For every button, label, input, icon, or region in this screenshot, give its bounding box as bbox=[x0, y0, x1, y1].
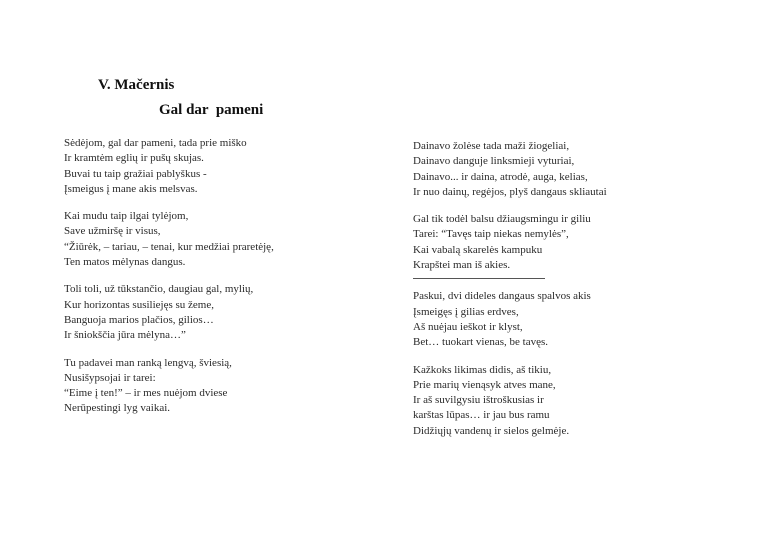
verse-line: Įsmeigus į mane akis melsvas. bbox=[64, 182, 198, 195]
stanza bbox=[64, 356, 304, 417]
verse-line: “Žiūrėk, – tariau, – tenai, kur medžiai praretėję, bbox=[64, 240, 274, 253]
verse-line: Prie marių vienąsyk atves mane, bbox=[413, 378, 556, 391]
poem-author: V. Mačernis bbox=[98, 77, 175, 93]
verse-line: Krapštei man iš akies. bbox=[413, 259, 511, 272]
verse-line: “Eime į ten!” – ir mes nuėjom dviese bbox=[64, 387, 228, 400]
poem-title: Gal dar pameni bbox=[159, 102, 264, 118]
verse-line: Ir aš suvilgysiu ištroškusias ir bbox=[413, 394, 544, 407]
verse-line: Įsmeigęs į gilias erdves, bbox=[413, 305, 519, 318]
verse-line: Ir nuo dainų, regėjos, plyš dangaus skliautai bbox=[413, 185, 607, 198]
stanza bbox=[413, 289, 653, 350]
verse-line: Paskui, dvi dideles dangaus spalvos akis bbox=[413, 290, 591, 303]
verse-line: Gal tik todėl balsu džiaugsmingu ir giliu bbox=[413, 213, 591, 226]
verse-line: Dainavo danguje linksmieji vyturiai, bbox=[413, 155, 575, 168]
verse-line: Buvai tu taip gražiai pablyškus - bbox=[64, 167, 207, 180]
verse-line: Dainavo... ir daina, atrodė, auga, kelias, bbox=[413, 170, 588, 183]
divider-line bbox=[413, 278, 545, 279]
verse-line: Toli toli, už tūkstančio, daugiau gal, mylių, bbox=[64, 283, 254, 296]
verse-line: Didžiųjų vandenų ir sielos gelmėje. bbox=[413, 424, 570, 437]
left-column bbox=[64, 136, 304, 417]
stanza bbox=[413, 212, 653, 279]
verse-line: Tu padavei man ranką lengvą, šviesią, bbox=[64, 356, 232, 369]
stanza bbox=[64, 282, 304, 343]
verse-line: Aš nuėjau ieškot ir klyst, bbox=[413, 320, 523, 333]
stanza bbox=[413, 363, 653, 439]
verse-line: Ir šniokščia jūra mėlyna…” bbox=[64, 329, 186, 342]
stanza bbox=[413, 139, 653, 200]
verse-line: Tarei: “Tavęs taip niekas nemylės”, bbox=[413, 228, 569, 241]
verse-line: Save užmiršę ir visus, bbox=[64, 225, 161, 238]
verse-line: Kai mudu taip ilgai tylėjom, bbox=[64, 210, 189, 223]
verse-line: Dainavo žolėse tada maži žiogeliai, bbox=[413, 140, 570, 152]
verse-line: Nerūpestingi lyg vaikai. bbox=[64, 402, 171, 415]
stanza bbox=[64, 136, 304, 197]
stanza bbox=[64, 209, 304, 270]
verse-line: Ir kramtėm eglių ir pušų skujas. bbox=[64, 152, 204, 165]
verse-line: karštas lūpas… ir jau bus ramu bbox=[413, 409, 550, 422]
verse-line: Kai vabalą skarelės kampuku bbox=[413, 243, 543, 256]
verse-line: Kur horizontas susiliejęs su žeme, bbox=[64, 298, 214, 311]
verse-line: Kažkoks likimas didis, aš tikiu, bbox=[413, 363, 552, 376]
verse-line: Nusišypsojai ir tarei: bbox=[64, 371, 156, 384]
verse-line: Ten matos mėlynas dangus. bbox=[64, 256, 186, 269]
verse-line: Sėdėjom, gal dar pameni, tada prie miško bbox=[64, 137, 247, 149]
verse-line: Bet… tuokart vienas, be tavęs. bbox=[413, 336, 549, 349]
right-column bbox=[413, 139, 653, 439]
verse-line: Banguoja marios plačios, gilios… bbox=[64, 313, 214, 326]
